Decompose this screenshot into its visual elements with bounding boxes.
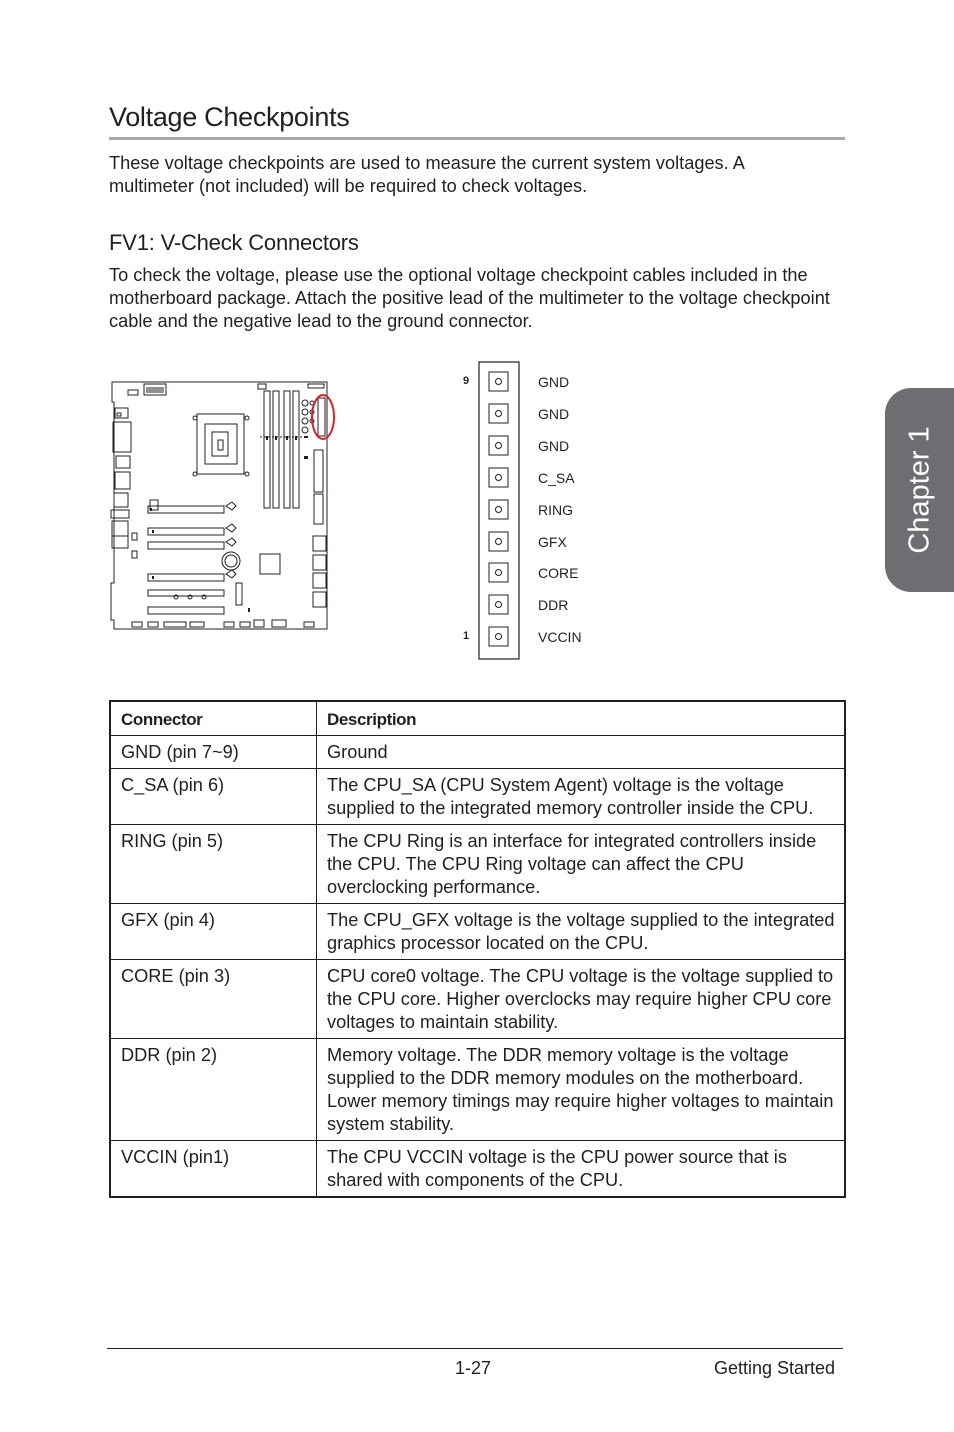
connector-cell: DDR (pin 2) [110,1039,317,1141]
description-cell: Memory voltage. The DDR memory voltage is the voltage supplied to the DDR memory modules on the motherboard. Lower memory timings may require higher voltages to maintain system stability. [317,1039,846,1141]
connector-cell: GND (pin 7~9) [110,736,317,769]
table-row [110,736,845,769]
section-subtitle: FV1: V-Check Connectors [109,230,359,255]
pin-label: GFX [538,534,567,550]
connector-cell: RING (pin 5) [110,825,317,904]
instructions-paragraph: To check the voltage, please use the optional voltage checkpoint cables included in the motherboard package. Attach the positive lead of the multimeter to the voltage checkpoint cable and the negative lead to the ground connector. [109,265,830,331]
chapter-tab-label: Chapter 1 [903,426,935,554]
connector-cell: VCCIN (pin1) [110,1141,317,1198]
pin-label: CORE [538,565,579,581]
page-title: Voltage Checkpoints [109,102,350,132]
section-name: Getting Started [714,1358,836,1378]
pin-label: VCCIN [538,629,582,645]
description-cell: Ground [317,736,846,769]
pin-label: DDR [538,597,569,613]
pin-number-bottom: 1 [463,630,470,642]
intro-paragraph: These voltage checkpoints are used to measure the current system voltages. A multimeter (not included) will be required to check voltages. [109,153,744,196]
connector-table [109,700,846,1198]
footer-rule [107,1348,843,1349]
description-cell: CPU core0 voltage. The CPU voltage is the voltage supplied to the CPU core. Higher overclocks may require higher CPU core voltages to maintain stability. [317,960,846,1039]
table-row [110,769,845,825]
vcheck-connector-diagram [478,361,521,661]
connector-cell: C_SA (pin 6) [110,769,317,825]
title-rule [109,137,845,140]
pin-label: RING [538,502,573,518]
table-row [110,960,845,1039]
table-row [110,1039,845,1141]
table-header-connector: Connector [110,701,317,736]
description-cell: The CPU Ring is an interface for integrated controllers inside the CPU. The CPU Ring voltage can affect the CPU overclocking performance. [317,825,846,904]
table-row [110,825,845,904]
pin-label: C_SA [538,470,575,486]
description-cell: The CPU_SA (CPU System Agent) voltage is the voltage supplied to the integrated memory controller inside the CPU. [317,769,846,825]
pin-label: GND [538,374,570,390]
page-number: 1-27 [455,1358,492,1378]
table-row [110,904,845,960]
pin-label: GND [538,438,570,454]
motherboard-diagram [108,378,340,634]
pin-label: GND [538,406,570,422]
table-header-description: Description [317,701,846,736]
connector-cell: GFX (pin 4) [110,904,317,960]
table-row [110,1141,845,1198]
pin-number-top: 9 [463,375,470,387]
table-header-row [110,701,845,736]
description-cell: The CPU VCCIN voltage is the CPU power source that is shared with components of the CPU. [317,1141,846,1198]
chapter-tab [885,388,954,592]
description-cell: The CPU_GFX voltage is the voltage supplied to the integrated graphics processor located on the CPU. [317,904,846,960]
connector-cell: CORE (pin 3) [110,960,317,1039]
